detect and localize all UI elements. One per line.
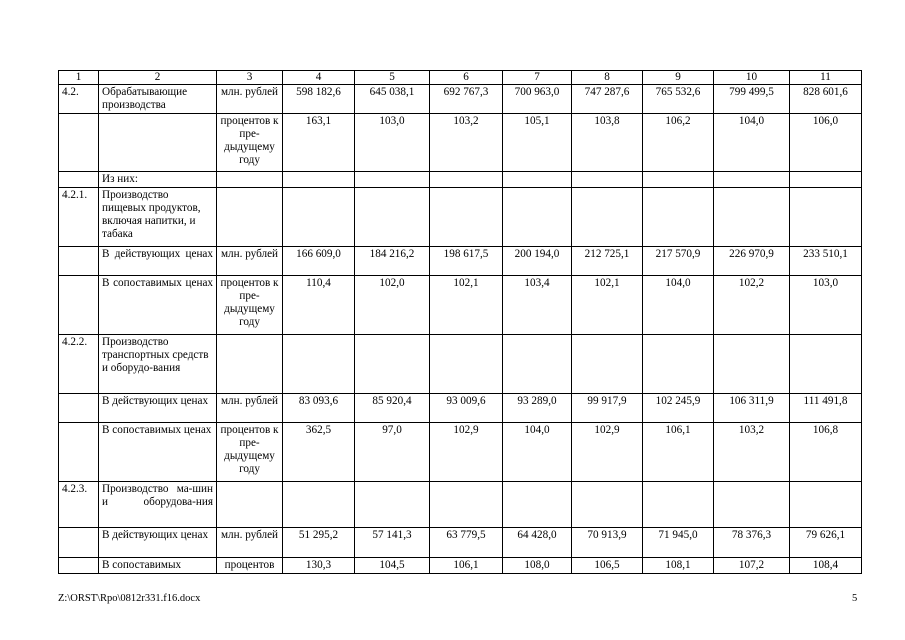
value-cell: 700 963,0 <box>503 85 572 114</box>
value-cell: 105,1 <box>503 114 572 172</box>
value-cell: 78 376,3 <box>714 528 790 558</box>
row-name: В сопоставимых ценах <box>99 276 217 335</box>
row-unit <box>217 335 283 394</box>
value-cell: 106,2 <box>643 114 714 172</box>
row-name: Производство ма-шин и оборудова-ния <box>99 482 217 528</box>
value-cell: 63 779,5 <box>430 528 503 558</box>
column-number: 8 <box>572 71 643 85</box>
value-cell <box>643 482 714 528</box>
column-number: 5 <box>355 71 430 85</box>
value-cell <box>355 482 430 528</box>
table-row <box>59 114 862 172</box>
value-cell <box>790 335 862 394</box>
value-cell: 106,1 <box>430 558 503 574</box>
column-number: 9 <box>643 71 714 85</box>
value-cell <box>430 172 503 188</box>
value-cell <box>714 335 790 394</box>
value-cell: 103,8 <box>572 114 643 172</box>
value-cell: 93 289,0 <box>503 394 572 423</box>
column-number: 7 <box>503 71 572 85</box>
row-code: 4.2. <box>59 85 99 114</box>
statistics-table <box>58 70 862 574</box>
row-unit <box>217 188 283 247</box>
value-cell: 102,2 <box>714 276 790 335</box>
value-cell: 71 945,0 <box>643 528 714 558</box>
value-cell: 217 570,9 <box>643 247 714 276</box>
value-cell <box>714 172 790 188</box>
value-cell <box>283 335 355 394</box>
row-name: Производство транспортных средств и оборудо-вания <box>99 335 217 394</box>
value-cell: 198 617,5 <box>430 247 503 276</box>
row-code: 4.2.1. <box>59 188 99 247</box>
value-cell: 828 601,6 <box>790 85 862 114</box>
value-cell: 97,0 <box>355 423 430 482</box>
value-cell: 104,0 <box>714 114 790 172</box>
column-number: 10 <box>714 71 790 85</box>
value-cell <box>572 335 643 394</box>
value-cell: 226 970,9 <box>714 247 790 276</box>
value-cell: 102,1 <box>430 276 503 335</box>
row-name: В сопоставимых <box>99 558 217 574</box>
value-cell: 103,4 <box>503 276 572 335</box>
value-cell <box>503 482 572 528</box>
value-cell <box>503 172 572 188</box>
value-cell: 747 287,6 <box>572 85 643 114</box>
value-cell: 598 182,6 <box>283 85 355 114</box>
column-number: 11 <box>790 71 862 85</box>
value-cell <box>790 172 862 188</box>
value-cell: 103,0 <box>355 114 430 172</box>
row-name: Обрабатывающие производства <box>99 85 217 114</box>
row-name: Производство пищевых продуктов, включая напитки, и табака <box>99 188 217 247</box>
table-row <box>59 85 862 114</box>
row-code <box>59 423 99 482</box>
value-cell <box>430 335 503 394</box>
value-cell <box>790 188 862 247</box>
row-code <box>59 172 99 188</box>
value-cell: 99 917,9 <box>572 394 643 423</box>
value-cell <box>714 188 790 247</box>
table-row <box>59 172 862 188</box>
value-cell <box>714 482 790 528</box>
value-cell: 130,3 <box>283 558 355 574</box>
row-code <box>59 276 99 335</box>
value-cell: 64 428,0 <box>503 528 572 558</box>
row-code: 4.2.2. <box>59 335 99 394</box>
row-name: Из них: <box>99 172 217 188</box>
value-cell: 184 216,2 <box>355 247 430 276</box>
value-cell: 51 295,2 <box>283 528 355 558</box>
row-unit <box>217 172 283 188</box>
value-cell: 106,1 <box>643 423 714 482</box>
value-cell <box>283 172 355 188</box>
value-cell <box>355 335 430 394</box>
table-row <box>59 276 862 335</box>
table-row <box>59 528 862 558</box>
value-cell <box>355 172 430 188</box>
row-unit: процентов к пре-дыдущему году <box>217 114 283 172</box>
value-cell <box>572 482 643 528</box>
table-row <box>59 482 862 528</box>
value-cell: 85 920,4 <box>355 394 430 423</box>
row-unit: процентов к пре-дыдущему году <box>217 276 283 335</box>
table-row <box>59 335 862 394</box>
value-cell: 103,0 <box>790 276 862 335</box>
value-cell: 106,5 <box>572 558 643 574</box>
table-row <box>59 247 862 276</box>
value-cell: 104,5 <box>355 558 430 574</box>
value-cell: 106,0 <box>790 114 862 172</box>
value-cell: 166 609,0 <box>283 247 355 276</box>
value-cell: 765 532,6 <box>643 85 714 114</box>
value-cell <box>503 335 572 394</box>
value-cell: 362,5 <box>283 423 355 482</box>
row-code: 4.2.3. <box>59 482 99 528</box>
value-cell: 103,2 <box>714 423 790 482</box>
row-unit <box>217 482 283 528</box>
value-cell: 79 626,1 <box>790 528 862 558</box>
column-number: 3 <box>217 71 283 85</box>
row-unit: млн. рублей <box>217 247 283 276</box>
value-cell: 212 725,1 <box>572 247 643 276</box>
row-code <box>59 114 99 172</box>
row-unit: млн. рублей <box>217 394 283 423</box>
value-cell <box>643 172 714 188</box>
row-unit: млн. рублей <box>217 528 283 558</box>
value-cell <box>283 482 355 528</box>
row-code <box>59 247 99 276</box>
value-cell: 106 311,9 <box>714 394 790 423</box>
value-cell: 108,0 <box>503 558 572 574</box>
column-number: 1 <box>59 71 99 85</box>
value-cell: 104,0 <box>643 276 714 335</box>
value-cell <box>355 188 430 247</box>
value-cell: 102,1 <box>572 276 643 335</box>
value-cell: 108,4 <box>790 558 862 574</box>
value-cell: 106,8 <box>790 423 862 482</box>
value-cell: 70 913,9 <box>572 528 643 558</box>
value-cell <box>643 188 714 247</box>
column-number: 4 <box>283 71 355 85</box>
table-row <box>59 188 862 247</box>
row-name <box>99 114 217 172</box>
table-row <box>59 558 862 574</box>
value-cell <box>572 172 643 188</box>
value-cell: 799 499,5 <box>714 85 790 114</box>
table-row <box>59 394 862 423</box>
value-cell: 102,9 <box>572 423 643 482</box>
row-name: В действующих ценах <box>99 528 217 558</box>
value-cell <box>430 482 503 528</box>
value-cell: 233 510,1 <box>790 247 862 276</box>
row-code <box>59 558 99 574</box>
value-cell: 102,9 <box>430 423 503 482</box>
value-cell: 163,1 <box>283 114 355 172</box>
value-cell <box>430 188 503 247</box>
footer-file-path: Z:\ORST\Rpo\0812r331.f16.docx <box>58 593 201 604</box>
value-cell <box>283 188 355 247</box>
row-code <box>59 528 99 558</box>
row-unit: млн. рублей <box>217 85 283 114</box>
value-cell: 83 093,6 <box>283 394 355 423</box>
row-name: В сопоставимых ценах <box>99 423 217 482</box>
row-name: В действующих ценах <box>99 247 217 276</box>
value-cell: 103,2 <box>430 114 503 172</box>
value-cell: 108,1 <box>643 558 714 574</box>
value-cell <box>572 188 643 247</box>
column-number: 2 <box>99 71 217 85</box>
table-row <box>59 423 862 482</box>
column-number: 6 <box>430 71 503 85</box>
header-row <box>59 71 862 85</box>
value-cell: 692 767,3 <box>430 85 503 114</box>
row-name: В действующих ценах <box>99 394 217 423</box>
row-code <box>59 394 99 423</box>
row-unit: процентов к пре-дыдущему году <box>217 423 283 482</box>
value-cell: 107,2 <box>714 558 790 574</box>
value-cell: 110,4 <box>283 276 355 335</box>
value-cell <box>643 335 714 394</box>
footer-page-number: 5 <box>852 593 858 604</box>
value-cell: 102,0 <box>355 276 430 335</box>
value-cell: 200 194,0 <box>503 247 572 276</box>
value-cell: 57 141,3 <box>355 528 430 558</box>
row-unit: процентов <box>217 558 283 574</box>
value-cell: 104,0 <box>503 423 572 482</box>
value-cell <box>790 482 862 528</box>
value-cell: 102 245,9 <box>643 394 714 423</box>
value-cell: 111 491,8 <box>790 394 862 423</box>
value-cell <box>503 188 572 247</box>
value-cell: 93 009,6 <box>430 394 503 423</box>
value-cell: 645 038,1 <box>355 85 430 114</box>
